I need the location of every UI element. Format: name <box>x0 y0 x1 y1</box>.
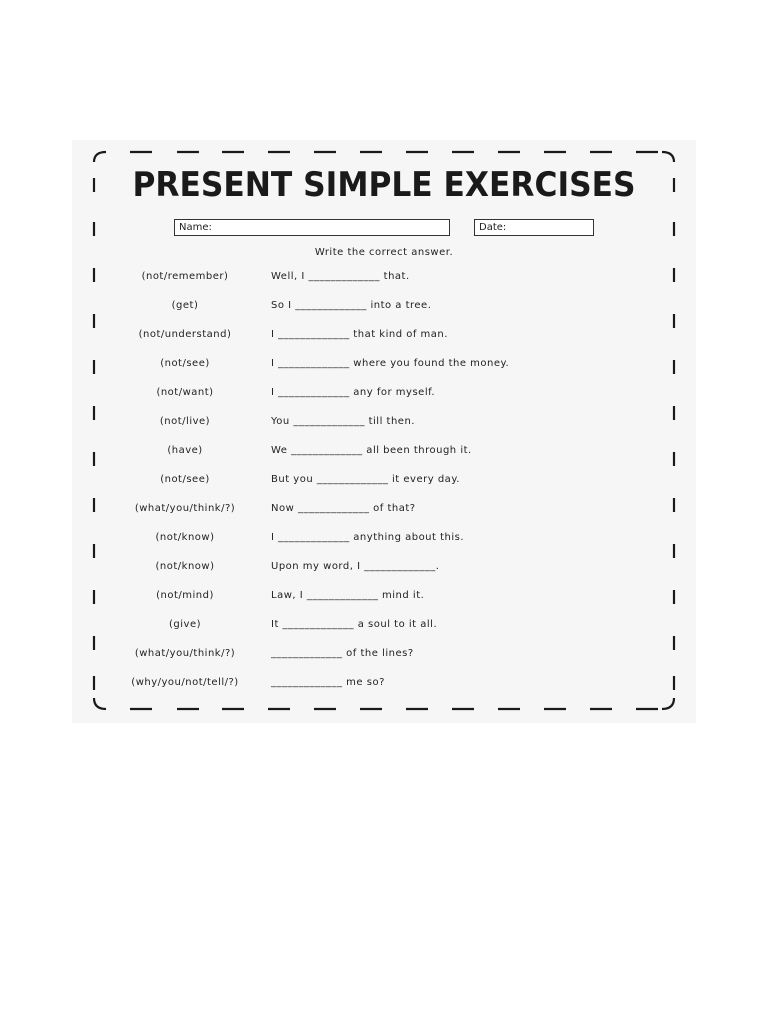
verb-prompt: (what/you/think/?) <box>134 648 236 659</box>
exercise-sentence[interactable]: I _____________ where you found the money. <box>271 358 510 369</box>
verb-prompt: (not/know) <box>155 532 215 543</box>
exercise-sentence[interactable]: I _____________ anything about this. <box>271 532 465 543</box>
exercise-row <box>72 474 696 490</box>
exercise-sentence[interactable]: I _____________ that kind of man. <box>271 329 448 340</box>
verb-prompt: (not/see) <box>160 474 210 485</box>
exercise-sentence[interactable]: _____________ me so? <box>271 677 385 688</box>
verb-prompt: (not/remember) <box>141 271 229 282</box>
instruction-text: Write the correct answer. <box>314 247 454 258</box>
verb-prompt: (get) <box>171 300 199 311</box>
verb-prompt: (not/see) <box>160 358 210 369</box>
worksheet-title: PRESENT SIMPLE EXERCISES <box>132 165 636 205</box>
exercise-sentence[interactable]: You _____________ till then. <box>271 416 415 427</box>
verb-prompt: (not/want) <box>156 387 214 398</box>
exercise-row <box>72 503 696 519</box>
exercise-row <box>72 619 696 635</box>
exercise-sentence[interactable]: So I _____________ into a tree. <box>271 300 432 311</box>
exercise-sentence[interactable]: I _____________ any for myself. <box>271 387 436 398</box>
verb-prompt: (not/know) <box>155 561 215 572</box>
verb-prompt: (not/understand) <box>138 329 232 340</box>
verb-prompt: (not/mind) <box>156 590 214 601</box>
exercise-sentence[interactable]: But you _____________ it every day. <box>271 474 460 485</box>
exercise-row <box>72 590 696 606</box>
date-field[interactable]: Date: <box>474 219 594 236</box>
name-field[interactable]: Name: <box>174 219 450 236</box>
exercise-row <box>72 561 696 577</box>
exercise-sentence[interactable]: It _____________ a soul to it all. <box>271 619 438 630</box>
exercise-row <box>72 648 696 664</box>
exercise-row <box>72 358 696 374</box>
exercise-row <box>72 387 696 403</box>
exercise-row <box>72 445 696 461</box>
exercise-row <box>72 532 696 548</box>
exercise-sentence[interactable]: Well, I _____________ that. <box>271 271 410 282</box>
exercise-sentence[interactable]: Upon my word, I _____________. <box>271 561 440 572</box>
exercise-row <box>72 329 696 345</box>
exercise-sentence[interactable]: Law, I _____________ mind it. <box>271 590 425 601</box>
verb-prompt: (not/live) <box>159 416 211 427</box>
verb-prompt: (why/you/not/tell/?) <box>131 677 239 688</box>
verb-prompt: (have) <box>167 445 203 456</box>
exercise-sentence[interactable]: We _____________ all been through it. <box>271 445 472 456</box>
exercise-row <box>72 300 696 316</box>
verb-prompt: (give) <box>169 619 201 630</box>
exercise-sentence[interactable]: Now _____________ of that? <box>271 503 416 514</box>
exercise-sentence[interactable]: _____________ of the lines? <box>271 648 414 659</box>
exercise-row <box>72 271 696 287</box>
verb-prompt: (what/you/think/?) <box>134 503 236 514</box>
exercise-row <box>72 416 696 432</box>
exercise-row <box>72 677 696 693</box>
worksheet <box>72 140 696 723</box>
